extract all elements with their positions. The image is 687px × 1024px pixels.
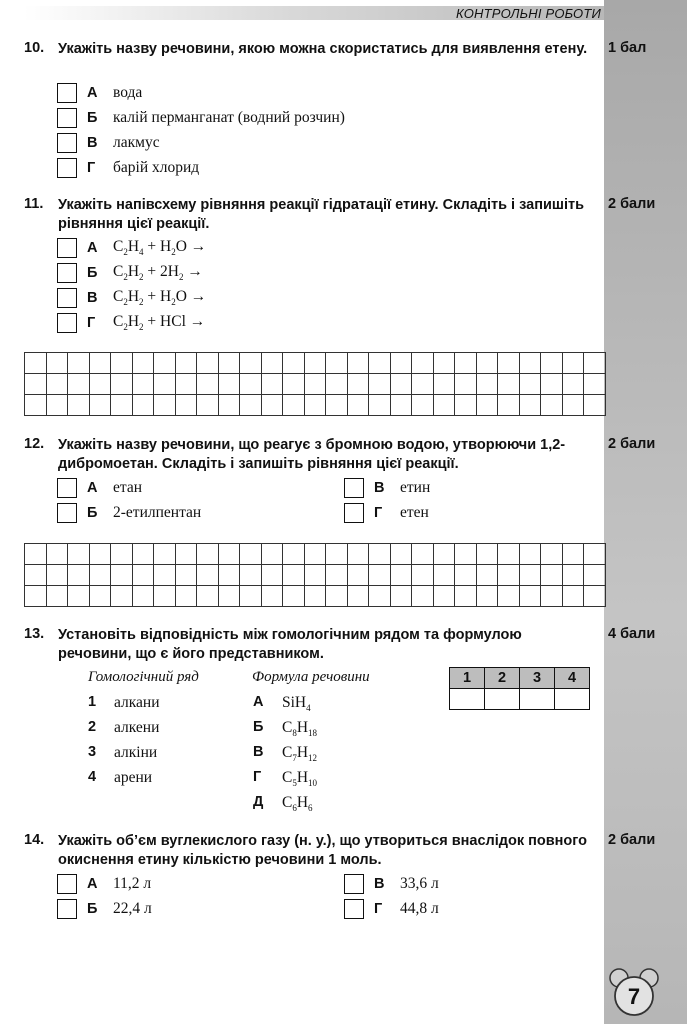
grid-cell[interactable]	[562, 565, 584, 586]
answer-cell[interactable]	[520, 689, 555, 710]
grid-cell[interactable]	[218, 544, 240, 565]
grid-cell[interactable]	[111, 565, 133, 586]
grid-cell[interactable]	[390, 353, 412, 374]
grid-cell[interactable]	[541, 565, 563, 586]
question-text: Укажіть напівсхему рівняння реакції гідратації етину. Складіть і запишіть рівняння цієї реакції.	[58, 197, 584, 232]
grid-cell[interactable]	[197, 395, 219, 416]
option-text: 44,8 л	[400, 900, 439, 917]
grid-cell[interactable]	[68, 395, 90, 416]
answer-checkbox[interactable]	[344, 503, 364, 523]
option-letter: Б	[87, 901, 98, 917]
option-letter: Г	[87, 315, 96, 331]
grid-cell[interactable]	[476, 565, 498, 586]
grid-cell[interactable]	[412, 586, 434, 607]
question-number: 13.	[24, 626, 45, 642]
option-letter: В	[374, 876, 385, 892]
grid-cell[interactable]	[175, 353, 197, 374]
option-text: етен	[400, 504, 429, 521]
option-v	[57, 287, 206, 309]
option-letter: Г	[87, 160, 96, 176]
grid-cell[interactable]	[261, 586, 283, 607]
grid-cell[interactable]	[541, 586, 563, 607]
option-v	[344, 873, 439, 895]
question-points: 2 бали	[608, 832, 656, 848]
grid-cell[interactable]	[304, 374, 326, 395]
grid-cell[interactable]	[369, 586, 391, 607]
answer-checkbox[interactable]	[57, 874, 77, 894]
grid-cell[interactable]	[154, 586, 176, 607]
formula-letter: Г	[253, 769, 262, 785]
option-text: вода	[113, 84, 143, 101]
option-letter: Г	[374, 901, 383, 917]
grid-cell[interactable]	[433, 565, 455, 586]
grid-cell[interactable]	[498, 565, 520, 586]
answer-checkbox[interactable]	[57, 478, 77, 498]
grid-cell[interactable]	[455, 586, 477, 607]
grid-cell[interactable]	[154, 353, 176, 374]
grid-cell[interactable]	[89, 565, 111, 586]
question-number: 10.	[24, 40, 45, 56]
grid-cell[interactable]	[240, 353, 262, 374]
grid-cell[interactable]	[412, 544, 434, 565]
grid-cell[interactable]	[240, 565, 262, 586]
grid-cell[interactable]	[132, 544, 154, 565]
grid-cell[interactable]	[455, 544, 477, 565]
option-a	[57, 873, 151, 895]
grid-cell[interactable]	[584, 565, 606, 586]
grid-cell[interactable]	[390, 565, 412, 586]
option-b	[57, 898, 152, 920]
grid-cell[interactable]	[369, 544, 391, 565]
grid-cell[interactable]	[326, 565, 348, 586]
question-number: 11.	[24, 196, 44, 212]
option-formula: $C_2H_4 + H_2O$ →	[113, 238, 207, 258]
grid-cell[interactable]	[433, 586, 455, 607]
option-b	[57, 502, 201, 524]
grid-cell[interactable]	[347, 586, 369, 607]
grid-cell[interactable]	[476, 395, 498, 416]
option-b	[57, 262, 203, 284]
grid-cell[interactable]	[218, 565, 240, 586]
formula-letter: Б	[253, 719, 264, 735]
option-letter: А	[87, 85, 98, 101]
grid-cell[interactable]	[584, 395, 606, 416]
grid-cell[interactable]	[68, 544, 90, 565]
answer-checkbox[interactable]	[344, 874, 364, 894]
grid-cell[interactable]	[498, 353, 520, 374]
option-a	[57, 477, 142, 499]
grid-cell[interactable]	[25, 565, 47, 586]
grid-cell[interactable]	[541, 395, 563, 416]
grid-cell[interactable]	[519, 586, 541, 607]
grid-cell[interactable]	[154, 544, 176, 565]
option-v	[57, 132, 160, 154]
option-text: калій перманганат (водний розчин)	[113, 109, 345, 126]
grid-cell[interactable]	[433, 353, 455, 374]
grid-cell[interactable]	[261, 353, 283, 374]
formula-text: $C_8H_{18}$	[282, 719, 318, 739]
grid-cell[interactable]	[455, 374, 477, 395]
grid-cell[interactable]	[283, 353, 305, 374]
grid-cell[interactable]	[369, 353, 391, 374]
grid-cell[interactable]	[283, 565, 305, 586]
grid-cell[interactable]	[111, 544, 133, 565]
grid-cell[interactable]	[304, 395, 326, 416]
grid-cell[interactable]	[68, 586, 90, 607]
grid-cell[interactable]	[132, 395, 154, 416]
grid-cell[interactable]	[304, 565, 326, 586]
answer-checkbox[interactable]	[57, 133, 77, 153]
question-points: 1 бал	[608, 40, 647, 56]
grid-cell[interactable]	[433, 374, 455, 395]
grid-cell[interactable]	[347, 565, 369, 586]
grid-cell[interactable]	[261, 395, 283, 416]
formula-text: SiH$_4$	[282, 694, 311, 714]
grid-cell[interactable]	[261, 374, 283, 395]
grid-cell[interactable]	[498, 544, 520, 565]
grid-cell[interactable]	[562, 586, 584, 607]
formula-letter: А	[253, 694, 264, 710]
question-number: 14.	[24, 832, 45, 848]
grid-cell[interactable]	[89, 353, 111, 374]
grid-cell[interactable]	[433, 544, 455, 565]
grid-cell[interactable]	[304, 586, 326, 607]
grid-cell[interactable]	[476, 544, 498, 565]
formula-text: $C_7H_{12}$	[282, 744, 318, 764]
answer-checkbox[interactable]	[57, 288, 77, 308]
grid-cell[interactable]	[154, 374, 176, 395]
grid-cell[interactable]	[347, 395, 369, 416]
grid-cell[interactable]	[111, 374, 133, 395]
option-letter: Г	[374, 505, 383, 521]
grid-cell[interactable]	[197, 586, 219, 607]
grid-cell[interactable]	[476, 586, 498, 607]
series-number: 3	[88, 744, 97, 760]
answer-writing-grid[interactable]	[24, 543, 606, 607]
grid-cell[interactable]	[369, 395, 391, 416]
question-points: 2 бали	[608, 196, 656, 212]
grid-cell[interactable]	[154, 395, 176, 416]
grid-cell[interactable]	[89, 586, 111, 607]
grid-cell[interactable]	[562, 374, 584, 395]
grid-cell[interactable]	[519, 395, 541, 416]
grid-cell[interactable]	[541, 374, 563, 395]
option-text: барій хлорид	[113, 159, 200, 176]
answer-cell[interactable]	[485, 689, 520, 710]
grid-cell[interactable]	[197, 565, 219, 586]
grid-cell[interactable]	[326, 395, 348, 416]
page-number-badge	[608, 968, 660, 1020]
option-letter: А	[87, 480, 98, 496]
option-letter: Б	[87, 110, 98, 126]
grid-cell[interactable]	[218, 586, 240, 607]
grid-cell[interactable]	[111, 353, 133, 374]
option-letter: А	[87, 240, 98, 256]
answer-writing-grid[interactable]	[24, 352, 606, 416]
grid-cell[interactable]	[25, 544, 47, 565]
grid-cell[interactable]	[562, 544, 584, 565]
formula-text: $C_6H_6$	[282, 794, 313, 814]
grid-cell[interactable]	[584, 353, 606, 374]
grid-cell[interactable]	[111, 586, 133, 607]
question-points: 4 бали	[608, 626, 656, 642]
grid-cell[interactable]	[240, 395, 262, 416]
grid-cell[interactable]	[111, 395, 133, 416]
option-letter: В	[374, 480, 385, 496]
grid-cell[interactable]	[132, 586, 154, 607]
question-text: Укажіть назву речовини, що реагує з бромною водою, утворюючи 1,2-дибромоетан. Складіть і запишіть рівняння цієї реакції.	[58, 437, 566, 472]
answer-checkbox[interactable]	[57, 899, 77, 919]
grid-cell[interactable]	[412, 353, 434, 374]
formula-letter: В	[253, 744, 264, 760]
option-letter: А	[87, 876, 98, 892]
grid-cell[interactable]	[326, 544, 348, 565]
match-answer-table	[449, 667, 590, 710]
option-g	[344, 898, 439, 920]
grid-cell[interactable]	[175, 374, 197, 395]
grid-cell[interactable]	[175, 586, 197, 607]
question-text: Укажіть назву речовини, якою можна скористатись для виявлення етену.	[58, 41, 588, 57]
answer-checkbox[interactable]	[57, 238, 77, 258]
grid-cell[interactable]	[498, 395, 520, 416]
grid-cell[interactable]	[433, 395, 455, 416]
option-g	[57, 157, 199, 179]
option-g	[344, 502, 429, 524]
series-name: алкани	[114, 694, 160, 711]
option-letter: В	[87, 290, 98, 306]
page-number: 7	[627, 984, 641, 1009]
grid-cell[interactable]	[132, 353, 154, 374]
grid-cell[interactable]	[304, 353, 326, 374]
grid-cell[interactable]	[412, 374, 434, 395]
option-a	[57, 82, 142, 104]
grid-cell[interactable]	[46, 544, 68, 565]
grid-cell[interactable]	[584, 544, 606, 565]
option-letter: Б	[87, 505, 98, 521]
answer-checkbox[interactable]	[57, 158, 77, 178]
series-name: арени	[114, 769, 153, 786]
grid-cell[interactable]	[498, 586, 520, 607]
grid-cell[interactable]	[175, 395, 197, 416]
option-letter: Б	[87, 265, 98, 281]
grid-cell[interactable]	[519, 353, 541, 374]
answer-column-header: 2	[485, 668, 520, 689]
grid-cell[interactable]	[519, 544, 541, 565]
series-number: 2	[88, 719, 97, 735]
answer-checkbox[interactable]	[344, 478, 364, 498]
grid-cell[interactable]	[89, 544, 111, 565]
grid-cell[interactable]	[326, 353, 348, 374]
grid-cell[interactable]	[240, 374, 262, 395]
grid-cell[interactable]	[89, 374, 111, 395]
grid-cell[interactable]	[68, 353, 90, 374]
grid-cell[interactable]	[46, 374, 68, 395]
grid-cell[interactable]	[562, 353, 584, 374]
option-text: 11,2 л	[113, 875, 152, 892]
option-b	[57, 107, 345, 129]
formula-letter: Д	[253, 794, 264, 810]
grid-cell[interactable]	[390, 586, 412, 607]
grid-cell[interactable]	[218, 374, 240, 395]
grid-cell[interactable]	[175, 565, 197, 586]
grid-cell[interactable]	[412, 565, 434, 586]
option-text: лакмус	[113, 134, 160, 151]
option-v	[344, 477, 430, 499]
grid-cell[interactable]	[240, 586, 262, 607]
series-name: алкени	[114, 719, 160, 736]
option-text: 33,6 л	[400, 875, 439, 892]
answer-checkbox[interactable]	[57, 313, 77, 333]
option-text: етин	[400, 479, 431, 496]
formula-header: Формула речовини	[252, 669, 370, 685]
grid-cell[interactable]	[261, 544, 283, 565]
grid-cell[interactable]	[476, 374, 498, 395]
grid-cell[interactable]	[455, 565, 477, 586]
grid-cell[interactable]	[261, 565, 283, 586]
grid-cell[interactable]	[455, 395, 477, 416]
grid-cell[interactable]	[46, 395, 68, 416]
grid-cell[interactable]	[132, 565, 154, 586]
grid-cell[interactable]	[283, 586, 305, 607]
grid-cell[interactable]	[584, 374, 606, 395]
grid-cell[interactable]	[89, 395, 111, 416]
header-title: КОНТРОЛЬНІ РОБОТИ	[455, 6, 601, 21]
grid-cell[interactable]	[519, 565, 541, 586]
homologous-series-header: Гомологічний ряд	[88, 669, 199, 685]
grid-cell[interactable]	[326, 586, 348, 607]
option-formula: $C_2H_2$ + HCl →	[113, 313, 206, 333]
grid-cell[interactable]	[584, 586, 606, 607]
grid-cell[interactable]	[498, 374, 520, 395]
series-number: 1	[88, 694, 97, 710]
grid-cell[interactable]	[412, 395, 434, 416]
answer-cell[interactable]	[450, 689, 485, 710]
grid-cell[interactable]	[25, 353, 47, 374]
option-formula: $C_2H_2 + 2H_2$ →	[113, 263, 203, 283]
grid-cell[interactable]	[519, 374, 541, 395]
grid-cell[interactable]	[46, 353, 68, 374]
answer-column-header: 3	[520, 668, 555, 689]
grid-cell[interactable]	[218, 395, 240, 416]
answer-checkbox[interactable]	[57, 503, 77, 523]
grid-cell[interactable]	[390, 544, 412, 565]
grid-cell[interactable]	[46, 586, 68, 607]
grid-cell[interactable]	[218, 353, 240, 374]
grid-cell[interactable]	[562, 395, 584, 416]
question-text: Укажіть об’єм вуглекислого газу (н. у.), що утвориться внаслідок повного окиснення етину кількістю речовини 1 моль.	[58, 833, 587, 868]
grid-cell[interactable]	[46, 565, 68, 586]
question-number: 12.	[24, 436, 45, 452]
series-number: 4	[88, 769, 97, 785]
grid-cell[interactable]	[476, 353, 498, 374]
grid-cell[interactable]	[347, 544, 369, 565]
question-points: 2 бали	[608, 436, 656, 452]
grid-cell[interactable]	[369, 374, 391, 395]
grid-cell[interactable]	[68, 565, 90, 586]
formula-text: $C_5H_{10}$	[282, 769, 318, 789]
option-formula: $C_2H_2 + H_2O$ →	[113, 288, 207, 308]
grid-cell[interactable]	[283, 374, 305, 395]
grid-cell[interactable]	[283, 395, 305, 416]
grid-cell[interactable]	[390, 374, 412, 395]
answer-checkbox[interactable]	[57, 108, 77, 128]
option-a	[57, 237, 206, 259]
grid-cell[interactable]	[347, 374, 369, 395]
answer-checkbox[interactable]	[57, 263, 77, 283]
grid-cell[interactable]	[304, 544, 326, 565]
grid-cell[interactable]	[283, 544, 305, 565]
grid-cell[interactable]	[541, 544, 563, 565]
answer-column-header: 1	[450, 668, 485, 689]
option-text: етан	[113, 479, 143, 496]
option-text: 22,4 л	[113, 900, 152, 917]
question-text: Установіть відповідність між гомологічним рядом та формулою речовини, що є його представником.	[58, 627, 522, 662]
grid-cell[interactable]	[25, 586, 47, 607]
grid-cell[interactable]	[68, 374, 90, 395]
grid-cell[interactable]	[369, 565, 391, 586]
grid-cell[interactable]	[347, 353, 369, 374]
option-letter: В	[87, 135, 98, 151]
grid-cell[interactable]	[455, 353, 477, 374]
grid-cell[interactable]	[175, 544, 197, 565]
grid-cell[interactable]	[541, 353, 563, 374]
grid-cell[interactable]	[197, 353, 219, 374]
grid-cell[interactable]	[197, 374, 219, 395]
option-g	[57, 312, 205, 334]
page-side-band	[604, 0, 687, 1024]
series-name: алкіни	[114, 744, 158, 761]
answer-checkbox[interactable]	[344, 899, 364, 919]
grid-cell[interactable]	[25, 374, 47, 395]
grid-cell[interactable]	[326, 374, 348, 395]
grid-cell[interactable]	[154, 565, 176, 586]
answer-cell[interactable]	[555, 689, 590, 710]
answer-checkbox[interactable]	[57, 83, 77, 103]
option-text: 2-етилпентан	[113, 504, 202, 521]
grid-cell[interactable]	[197, 544, 219, 565]
grid-cell[interactable]	[390, 395, 412, 416]
grid-cell[interactable]	[25, 395, 47, 416]
answer-column-header: 4	[555, 668, 590, 689]
grid-cell[interactable]	[240, 544, 262, 565]
grid-cell[interactable]	[132, 374, 154, 395]
